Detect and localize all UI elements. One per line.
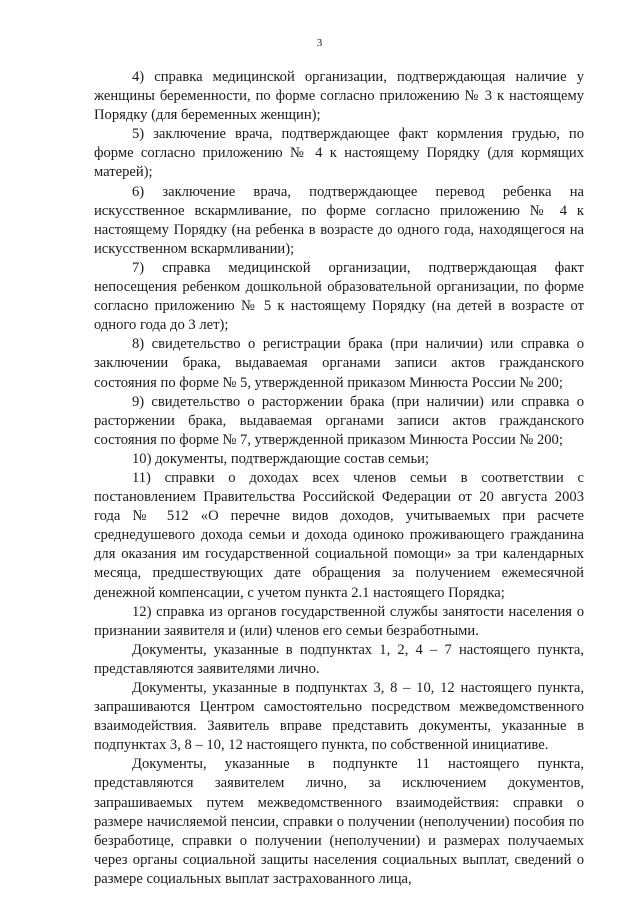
paragraph-item-8: 8) свидетельство о регистрации брака (при наличии) или справка о заключении брака, выдаваемая органами записи актов гражданского состояния по форме № 5, утвержденной приказом Минюста России № 200; bbox=[94, 336, 584, 391]
paragraph-item-10: 10) документы, подтверждающие состав семьи; bbox=[132, 450, 430, 467]
paragraph-item-12: 12) справка из органов государственной службы занятости населения о признании заявителя и (или) членов его семьи безработными. bbox=[94, 603, 584, 639]
paragraph-item-11: 11) справки о доходах всех членов семьи в соответствии с постановлением Правительства Российской Федерации от 20 августа 2003 года № 512 «О перечне видов доходов, учитываемых при расчете среднедушевого дохода семьи и дохода одиноко проживающего гражданина для оказания им государственной социальной помощи» за три календарных месяца, предшествующих дате обращения за получением ежемесячной денежной компенсации, с учетом пункта 2.1 настоящего Порядка; bbox=[94, 469, 584, 601]
paragraph-personal-submission: Документы, указанные в подпунктах 1, 2, 4 – 7 настоящего пункта, представляются заявителями лично. bbox=[94, 641, 584, 677]
page-number: 3 bbox=[316, 37, 323, 49]
paragraph-item-4: 4) справка медицинской организации, подтверждающая наличие у женщины беременности, по форме согласно приложению № 3 к настоящему Порядку (для беременных женщин); bbox=[94, 69, 584, 124]
paragraph-item-9: 9) свидетельство о расторжении брака (при наличии) или справка о расторжении брака, выдаваемая органами записи актов гражданского состояния по форме № 7, утвержденной приказом Минюста России № 200; bbox=[94, 393, 584, 448]
paragraph-interagency-request: Документы, указанные в подпунктах 3, 8 – 10, 12 настоящего пункта, запрашиваются Центром самостоятельно посредством межведомственного взаимодействия. Заявитель вправе представить документы, указанные в подпунктах 3, 8 – 10, 12 настоящего пункта, по собственной инициативе. bbox=[94, 680, 584, 754]
paragraph-item-5: 5) заключение врача, подтверждающее факт кормления грудью, по форме согласно приложению № 4 к настоящему Порядку (для кормящих матерей); bbox=[94, 126, 584, 181]
paragraph-item-6: 6) заключение врача, подтверждающее перевод ребенка на искусственное вскармливание, по форме согласно приложению № 4 к настоящему Порядку (на ребенка в возрасте до одного года, находящегося на искусственном вскармливании); bbox=[94, 183, 584, 257]
document-body bbox=[94, 68, 584, 889]
paragraph-income-documents: Документы, указанные в подпункте 11 настоящего пункта, представляются заявителем лично, за исключением документов, запрашиваемых путем межведомственного взаимодействия: справки о размере начисляемой пенсии, справки о получении (неполучении) пособия по безработице, справки о получении (неполучении) и размерах получаемых через органы социальной защиты населения социальных выплат, сведений о размере социальных выплат застрахованного лица, bbox=[94, 756, 584, 887]
paragraph-item-7: 7) справка медицинской организации, подтверждающая факт непосещения ребенком дошкольной образовательной организации, по форме согласно приложению № 5 к настоящему Порядку (на детей в возрасте от одного года до 3 лет); bbox=[94, 259, 584, 334]
